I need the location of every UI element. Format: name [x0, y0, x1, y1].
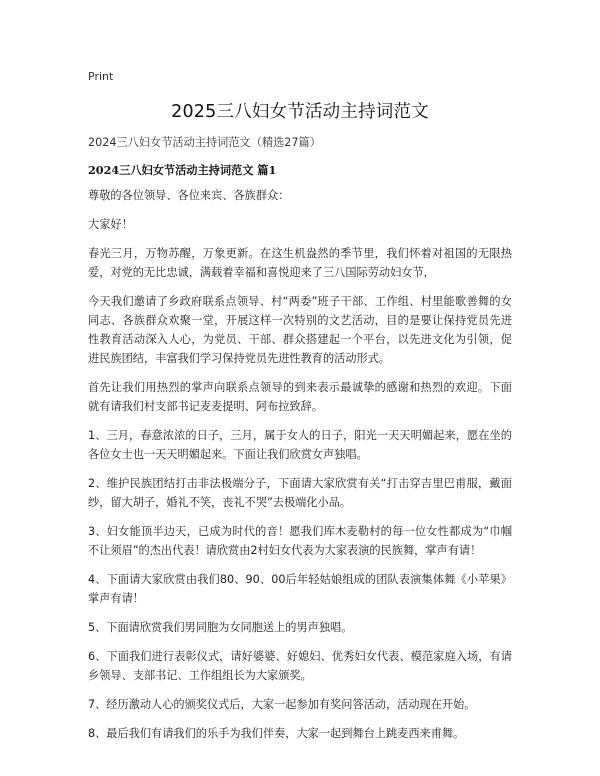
- paragraph: 今天我们邀请了乡政府联系点领导、村“两委”班子干部、工作组、村里能歌善舞的女同志、各族群众欢聚一堂，开展这样一次特别的文艺活动，目的是要让保持党员先进性教育活动深入人心，为党员、干部、群众搭建起一个平台，以先进文化为引领，促进民族团结，丰富我们学习保持党员先进性教育的活动形式。: [88, 295, 512, 365]
- list-item: 1、三月，春意浓浓的日子，三月，属于女人的日子，阳光一天天明媚起来，愿在坐的各位女士也一天天明媚起来。下面让我们欣赏女声独唱。: [88, 429, 512, 461]
- list-item: 3、妇女能顶半边天，已成为时代的音！愿我们库木麦勒村的每一位女性都成为“巾帼不让须眉”的杰出代表！请欣赏由2村妇女代表为大家表演的民族舞，掌声有请！: [88, 525, 512, 557]
- paragraph-greeting: 尊敬的各位领导、各位来宾、各族群众：: [88, 189, 290, 202]
- page-title: 2025三八妇女节活动主持词范文: [171, 102, 429, 122]
- paragraph-hello: 大家好！: [88, 218, 133, 231]
- list-item: 8、最后我们有请我们的乐手为我们伴奏，大家一起到舞台上跳麦西来甫舞。: [88, 727, 465, 740]
- paragraph: 首先让我们用热烈的掌声向联系点领导的到来表示最诚挚的感谢和热烈的欢迎。下面就有请我们村支部书记麦麦提明、阿布拉致辞。: [88, 381, 512, 413]
- list-item: 7、经历激动人心的颁奖仪式后，大家一起参加有奖问答活动，活动现在开始。: [88, 698, 476, 711]
- article-body: [88, 186, 512, 753]
- print-link[interactable]: Print: [88, 70, 114, 83]
- list-item: 5、下面请欣赏我们男同胞为女同胞送上的男声独唱。: [88, 621, 353, 634]
- list-item: 2、维护民族团结打击非法极端分子，下面请大家欣赏有关“打击穿吉里巴甫服，戴面纱，留大胡子，婚礼不笑，丧礼不哭”去极端化小品。: [88, 477, 512, 509]
- subtitle: 2024三八妇女节活动主持词范文（精选27篇）: [88, 136, 321, 149]
- section-heading: 2024三八妇女节活动主持词范文 篇1: [88, 163, 277, 177]
- paragraph: 春光三月，万物苏醒，万象更新。在这生机盎然的季节里，我们怀着对祖国的无限热爱，对党的无比忠诚，满载着幸福和喜悦迎来了三八国际劳动妇女节，: [88, 247, 512, 279]
- list-item: 4、下面请大家欣赏由我们80、90、00后年轻姑娘组成的团队表演集体舞《小苹果》掌声有请！: [88, 573, 512, 605]
- list-item: 6、下面我们进行表彰仪式，请好婆婆、好媳妇、优秀妇女代表、模范家庭入场，有请乡领导、支部书记、工作组组长为大家颁奖。: [88, 650, 512, 682]
